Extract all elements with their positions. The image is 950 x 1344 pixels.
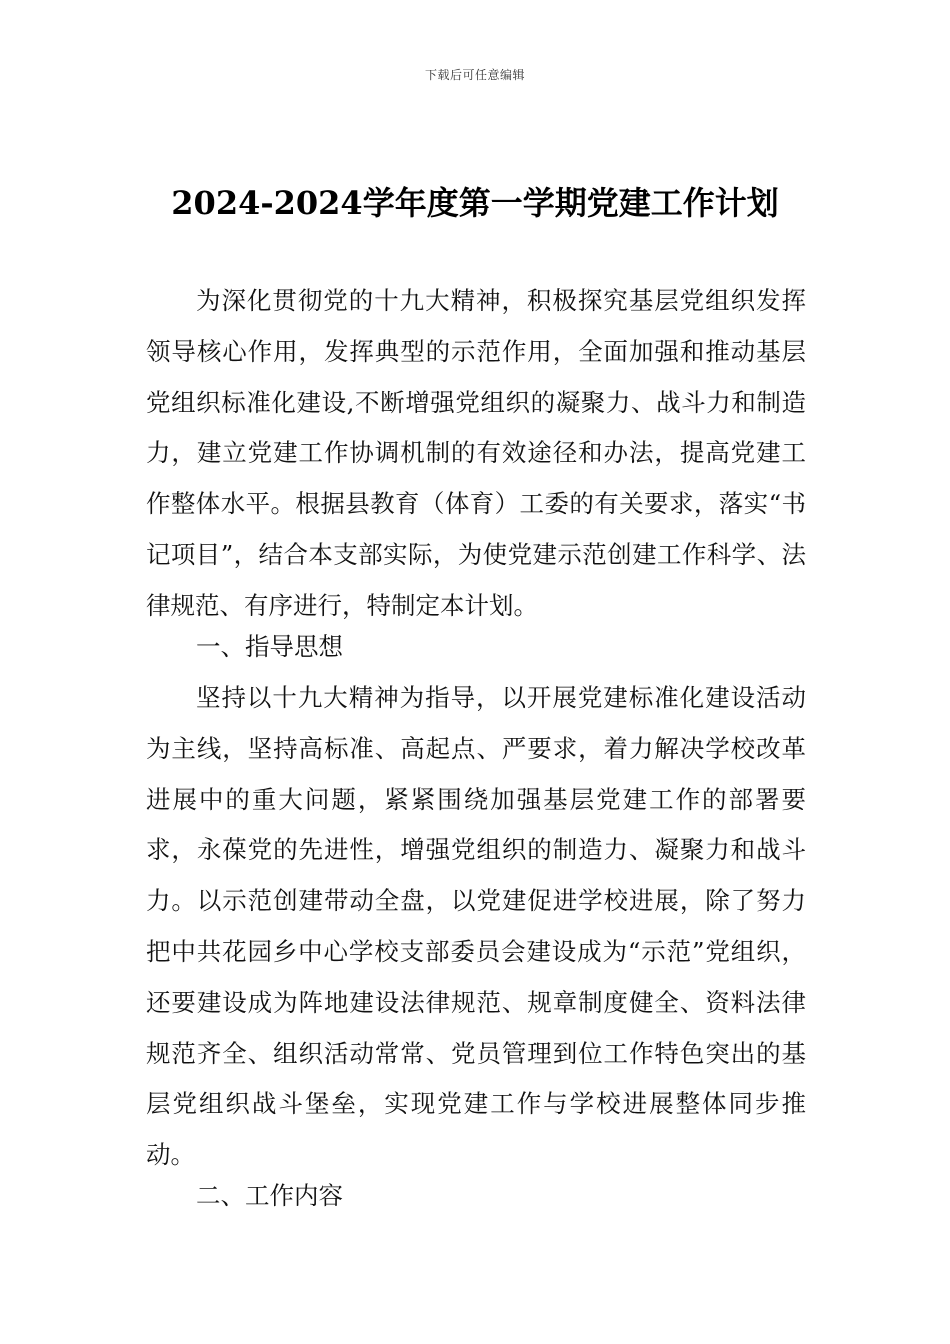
section-heading-work-content: 二、工作内容 — [196, 1181, 343, 1210]
document-title: 2024-2024学年度第一学期党建工作计划 — [171, 184, 779, 222]
section-heading-guiding-ideology: 一、指导思想 — [196, 632, 343, 661]
intro-paragraph: 为深化贯彻党的十九大精神，积极探究基层党组织发挥领导核心作用，发挥典型的示范作用，全面加强和推动基层党组织标准化建设,不断增强党组织的凝聚力、战斗力和制造力，建立党建工作协调机制的有效途径和办法，提高党建工作整体水平。根据县教育（体育）工委的有关要求，落实“书记项目”，结合本支部实际，为使党建示范创建工作科学、法律规范、有序进行，特制定本计划。 — [146, 286, 806, 620]
page-header-note: 下载后可任意编辑 — [424, 68, 525, 82]
guiding-ideology-paragraph: 坚持以十九大精神为指导，以开展党建标准化建设活动为主线，坚持高标准、高起点、严要求，着力解决学校改革进展中的重大问题，紧紧围绕加强基层党建工作的部署要求，永葆党的先进性，增强党组织的制造力、凝聚力和战斗力。以示范创建带动全盘，以党建促进学校进展，除了努力把中共花园乡中心学校支部委员会建设成为“示范”党组织，还要建设成为阵地建设法律规范、规章制度健全、资料法律规范齐全、组织活动常常、党员管理到位工作特色突出的基层党组织战斗堡垒，实现党建工作与学校进展整体同步推动。 — [146, 683, 806, 1170]
